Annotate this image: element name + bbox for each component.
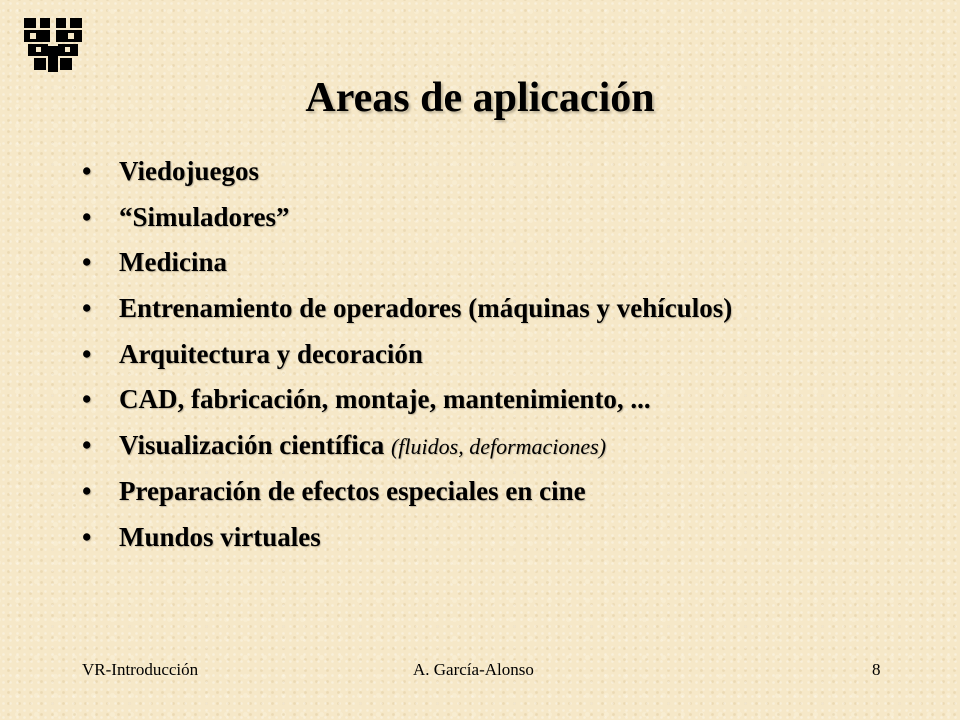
bullet-text: “Simuladores” [119, 201, 290, 232]
bullet-text: Viedojuegos [119, 156, 259, 186]
bullet-icon: • [82, 338, 92, 369]
bullet-text [119, 430, 606, 462]
bullet-text: Preparación de efectos especiales en cine [119, 475, 586, 506]
university-logo-icon [22, 16, 84, 74]
slide-title: Areas de aplicación [305, 75, 655, 121]
bullet-icon: • [82, 384, 92, 415]
bullet-icon: • [82, 430, 92, 461]
bullet-icon: • [82, 475, 92, 506]
bullet-text: Entrenamiento de operadores (máquinas y vehículos) [119, 293, 733, 324]
bullet-icon: • [82, 156, 92, 186]
bullet-icon: • [82, 247, 92, 278]
bullet-text: Arquitectura y decoración [119, 338, 423, 369]
bullet-icon: • [82, 293, 92, 324]
bullet-text: Medicina [119, 247, 227, 278]
bullet-note: (fluidos, deformaciones) [390, 434, 607, 460]
footer-course: VR-Introducción [82, 660, 199, 679]
page-number: 8 [872, 660, 881, 679]
bullet-text: CAD, fabricación, montaje, mantenimiento, ... [119, 384, 651, 415]
bullet-icon: • [82, 201, 92, 232]
footer-author: A. García-Alonso [413, 660, 534, 679]
bullet-icon: • [82, 521, 92, 552]
bullet-main-text: Visualización científica [119, 430, 385, 461]
bullet-text: Mundos virtuales [119, 521, 321, 552]
